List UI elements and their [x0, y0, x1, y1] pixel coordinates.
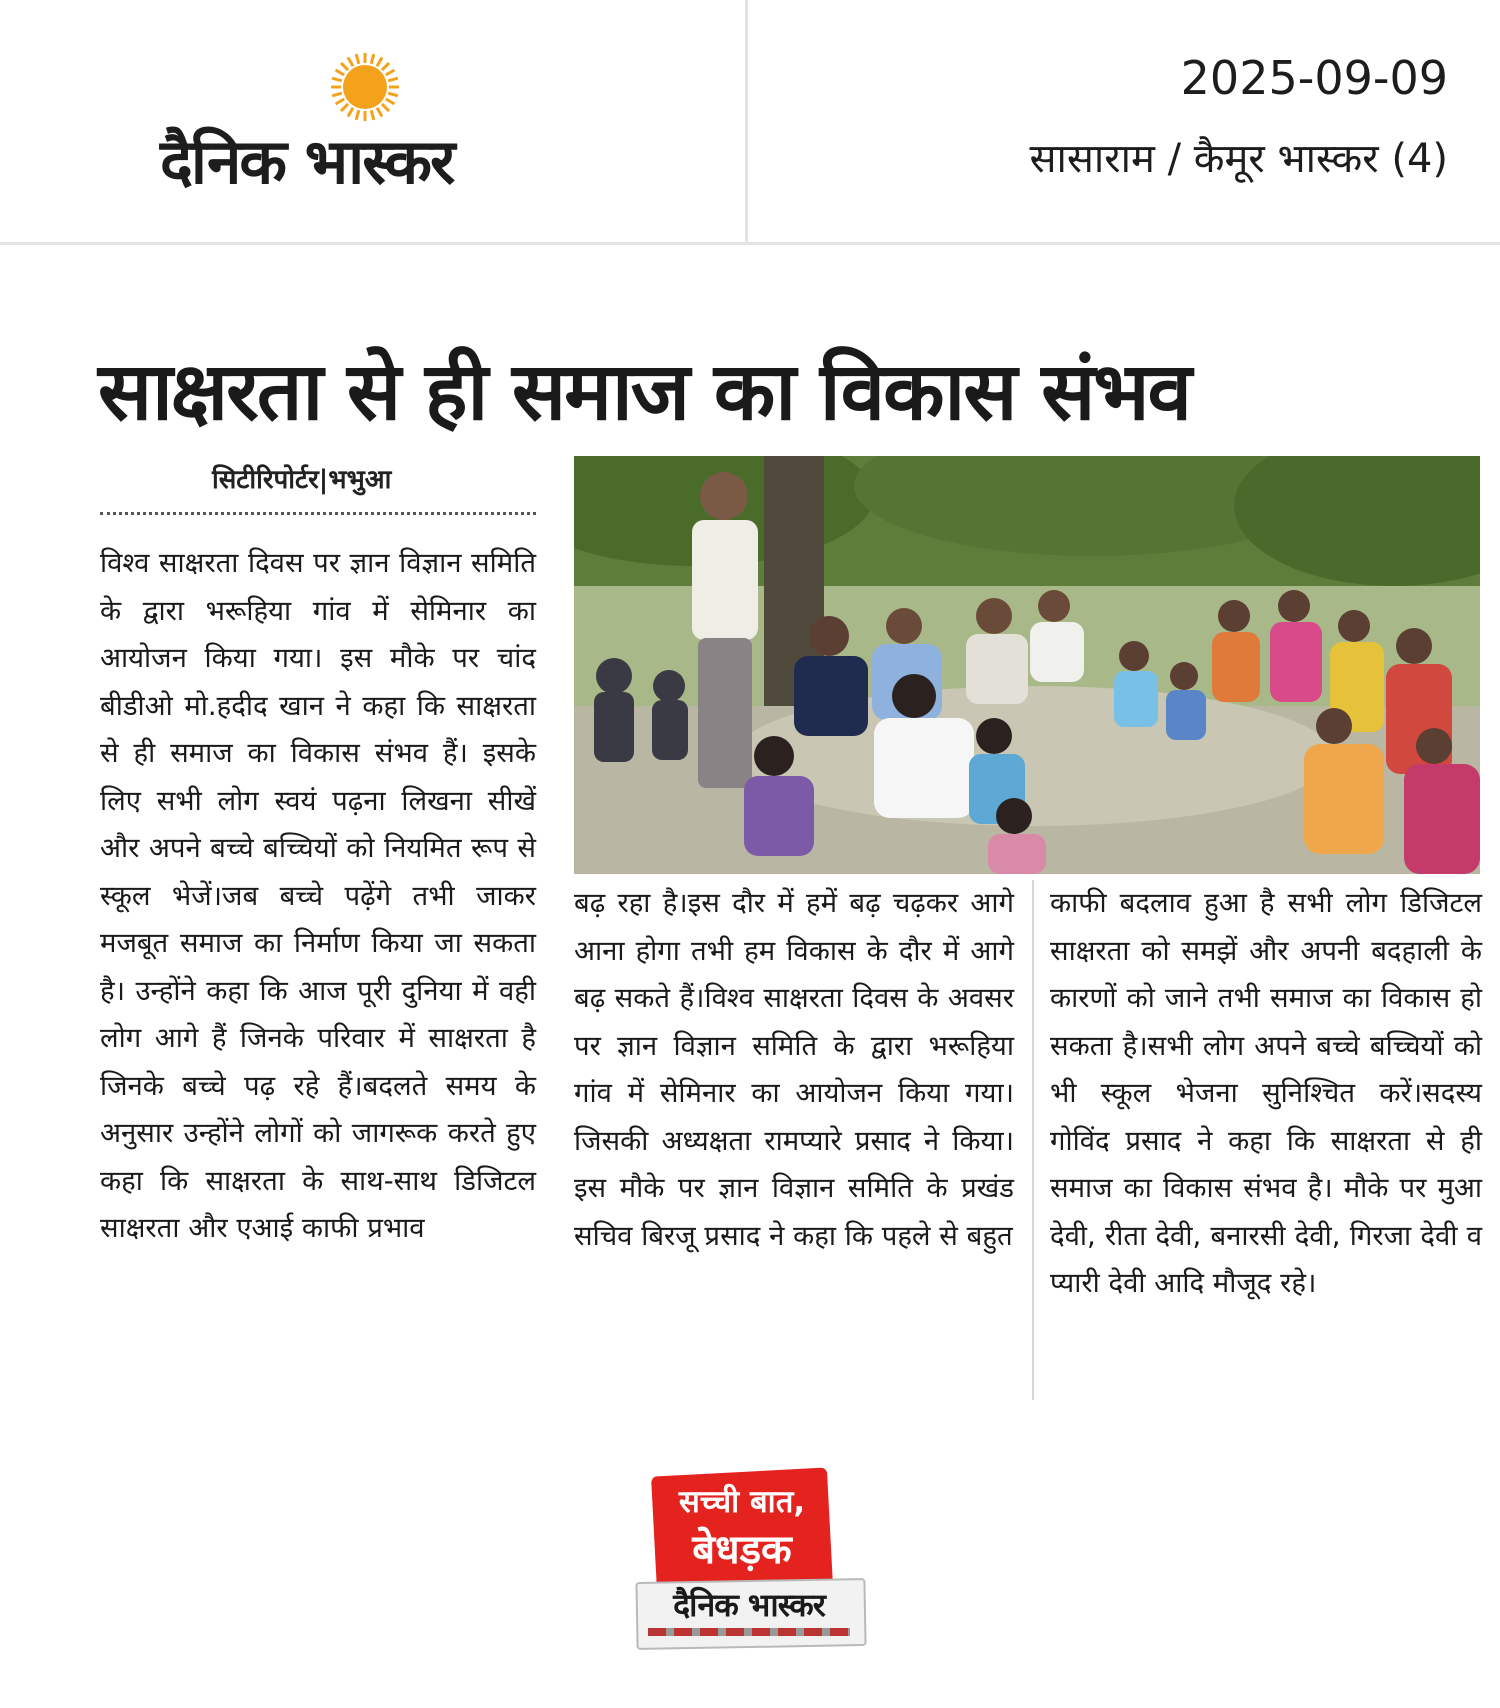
sun-ray — [356, 54, 359, 64]
newspaper-lines — [648, 1628, 850, 1636]
sun-ray — [348, 108, 353, 117]
slogan-badge — [636, 1472, 862, 1652]
slogan-line-2: बेधड़क — [692, 1527, 792, 1573]
sun-ray — [388, 93, 398, 96]
article-column-3: काफी बदलाव हुआ है सभी लोग डिजिटल साक्षरता को समझें और अपनी बदहाली के कारणों को जाने तभी समाज का विकास हो सकता है।सभी लोग अपने बच्चे बच्चियों को भी स्कूल भेजना सुनिश्चित करें।सदस्य गोविंद प्रसाद ने कहा कि साक्षरता से ही समाज का विकास संभव है। मौके पर मुआ देवी, रीता देवी, बनारसी देवी, गिरजा देवी व प्यारी देवी आदि मौजूद रहे। — [1050, 887, 1482, 1299]
sun-ray — [341, 63, 348, 70]
byline-divider — [100, 512, 536, 515]
sun-ray — [382, 63, 389, 70]
edition-name: सासाराम / कैमूर भास्कर (4) — [1029, 136, 1448, 182]
article-headline: साक्षरता से ही समाज का विकास संभव — [98, 345, 1190, 438]
sun-ray — [382, 104, 389, 111]
sun-ray — [377, 108, 382, 117]
article-photo — [574, 456, 1480, 874]
article-column-1: विश्व साक्षरता दिवस पर ज्ञान विज्ञान समिति के द्वारा भरूहिया गांव में सेमिनार का आयोजन किया गया। इस मौके पर चांद बीडीओ मो.हदीद खान ने कहा कि साक्षरता से ही समाज का विकास संभव हैं। इसके लिए सभी लोग स्वयं पढ़ना लिखना सीखें और अपने बच्चे बच्चियों को नियमित रूप से स्कूल भेजें।जब बच्चे पढ़ेंगे तभी जाकर मजबूत समाज का निर्माण किया जा सकता है। उन्होंने कहा कि आज पूरी दुनिया में वही लोग आगे हैं जिनके परिवार में साक्षरता है जिनके बच्चे पढ़ रहे हैं।बदलते समय के अनुसार उन्होंने लोगों को जागरूक करते हुए कहा कि साक्षरता के साथ-साथ डिजिटल साक्षरता और एआई काफी प्रभाव — [100, 547, 536, 1244]
article-column-2: बढ़ रहा है।इस दौर में हमें बढ़ चढ़कर आगे आना होगा तभी हम विकास के दौर में आगे बढ़ सकते हैं।विश्व साक्षरता दिवस के अवसर पर ज्ञान विज्ञान समिति के द्वारा भरूहिया गांव में सेमिनार का आयोजन किया गया।जिसकी अध्यक्षता रामप्यारे प्रसाद ने किया।इस मौके पर ज्ञान विज्ञान समिति के प्रखंड सचिव बिरजू प्रसाद ने कहा कि पहले से बहुत — [574, 887, 1014, 1252]
sun-ray — [332, 93, 342, 96]
sun-ray — [371, 54, 374, 64]
sun-icon — [330, 52, 400, 122]
sun-ray — [377, 58, 382, 67]
sun-ray — [386, 70, 395, 75]
dainik-bhaskar-logo — [160, 52, 580, 202]
sun-ray — [336, 70, 345, 75]
sun-ray — [348, 58, 353, 67]
sun-ray — [332, 78, 342, 81]
column-divider — [1032, 880, 1034, 1400]
masthead: दैनिक भास्कर — [160, 125, 454, 198]
slogan-line-1: सच्ची बात, — [678, 1484, 806, 1520]
page-header — [0, 0, 1500, 245]
sun-ray — [356, 110, 359, 120]
article-byline: सिटीरिपोर्टर|भभुआ — [212, 465, 392, 495]
sun-ray — [371, 110, 374, 120]
sun-ray — [386, 99, 395, 104]
badge-paper-name: दैनिक भास्कर — [673, 1586, 825, 1624]
sun-ray — [341, 104, 348, 111]
sun-ray — [388, 78, 398, 81]
edition-date: 2025-09-09 — [1180, 51, 1448, 105]
header-divider — [745, 0, 748, 242]
sun-ray — [336, 99, 345, 104]
seminar-photo-illustration — [574, 456, 1480, 874]
